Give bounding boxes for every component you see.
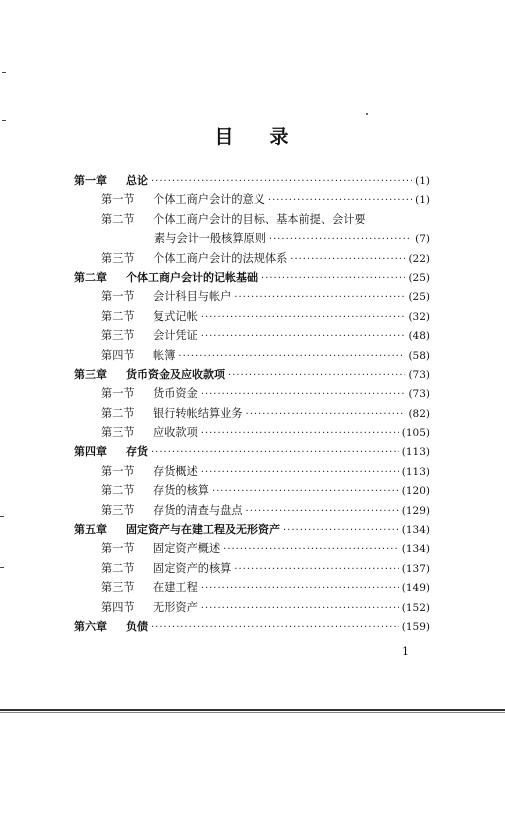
- toc-chapter-row: [74, 269, 430, 288]
- toc-entry-number: 第四章: [74, 445, 107, 459]
- toc-section-row: [74, 540, 430, 559]
- toc-entry-number: 第二节: [101, 406, 135, 420]
- toc-section-row: [74, 385, 430, 404]
- toc-entry-title: 货币资金: [153, 387, 198, 401]
- toc-entry-number: 第三节: [101, 329, 135, 343]
- toc-entry-number: 第五章: [74, 523, 107, 537]
- toc-leader-dots: [269, 234, 412, 245]
- toc-section-row: [74, 308, 430, 327]
- toc-section-row: [74, 579, 430, 598]
- toc-entry-title: 复式记帐: [153, 309, 198, 323]
- toc-entry-number: 第二节: [101, 561, 135, 575]
- toc-page-ref: (1): [415, 175, 430, 187]
- toc-chapter-row: [74, 618, 430, 637]
- toc-entry-title: 存货: [126, 445, 148, 459]
- toc-leader-dots: [201, 467, 399, 478]
- toc-section-row: [74, 560, 430, 579]
- toc-leader-dots: [201, 312, 406, 323]
- toc-entry-title: 无形资产: [153, 600, 198, 614]
- title-char-1: 目: [214, 126, 236, 148]
- toc-section-row: [74, 424, 430, 443]
- toc-leader-dots: [223, 544, 399, 555]
- toc-leader-dots: [201, 583, 399, 594]
- toc-leader-dots: [151, 447, 399, 458]
- toc-entry-number: 第六章: [74, 619, 107, 633]
- toc-section-row: [74, 463, 430, 482]
- toc-entry-title: 会计凭证: [153, 329, 198, 343]
- toc-leader-dots: [212, 486, 399, 497]
- toc-entry-number: 第一节: [101, 193, 135, 207]
- toc-page-ref: (137): [401, 562, 430, 575]
- toc-section-row: [74, 230, 430, 249]
- page-number: 1: [402, 645, 409, 658]
- toc-chapter-row: [74, 366, 430, 385]
- toc-entry-number: 第二节: [101, 484, 135, 498]
- toc-page-ref: (48): [408, 330, 430, 343]
- toc-entry-title: 货币资金及应收款项: [126, 367, 225, 381]
- toc-leader-dots: [283, 525, 399, 536]
- toc-section-row: [74, 250, 430, 269]
- toc-section-row: [74, 347, 430, 366]
- toc-page-ref: (149): [401, 582, 430, 595]
- toc-entry-title: 存货的核算: [153, 484, 209, 498]
- toc-page-ref: (129): [401, 504, 430, 517]
- toc-page-ref: (134): [401, 524, 430, 537]
- toc-entry-number: 第一节: [101, 387, 135, 401]
- toc-leader-dots: [201, 603, 399, 614]
- toc-leader-dots: [246, 506, 399, 517]
- toc-entry-title: 负债: [126, 619, 148, 633]
- toc-page-ref: (73): [408, 388, 430, 401]
- toc-chapter-row: [74, 172, 430, 191]
- toc-entry-title: 个体工商户会计的意义: [153, 193, 265, 207]
- toc-page-ref: (105): [401, 427, 430, 440]
- toc-entry-number: 第二节: [101, 212, 135, 226]
- toc-page-ref: (25): [408, 291, 430, 304]
- bottom-rule: [0, 709, 505, 711]
- toc-section-row: [74, 482, 430, 501]
- toc-leader-dots: [151, 622, 399, 633]
- toc-leader-dots: [201, 428, 399, 439]
- toc-section-row: [74, 405, 430, 424]
- toc-leader-dots: [268, 195, 412, 206]
- toc-section-row: [74, 288, 430, 307]
- toc-entry-number: 第二章: [74, 270, 107, 284]
- toc-entry-title: 应收款项: [153, 426, 198, 440]
- toc-page-ref: (134): [401, 543, 430, 556]
- toc-entry-number: 第一节: [101, 542, 135, 556]
- toc-entry-number: 第三节: [101, 251, 135, 265]
- toc-entry-title: 素与会计一般核算原则: [154, 232, 266, 246]
- toc-page-ref: (159): [401, 620, 430, 633]
- toc-entry-number: 第四节: [101, 348, 135, 362]
- title-char-2: 录: [269, 126, 291, 148]
- toc-page-ref: (113): [401, 465, 430, 478]
- scan-mark: [0, 567, 4, 568]
- toc-leader-dots: [246, 409, 406, 420]
- scan-speck: [366, 113, 368, 115]
- toc-leader-dots: [290, 254, 405, 265]
- toc-entry-title: 银行转帐结算业务: [153, 406, 243, 420]
- toc-leader-dots: [201, 389, 406, 400]
- toc-page-ref: (120): [401, 485, 430, 498]
- table-of-contents: [74, 172, 430, 637]
- toc-entry-title: 总论: [126, 174, 148, 187]
- toc-section-row: [74, 327, 430, 346]
- toc-entry-title: 会计科目与帐户: [153, 290, 232, 304]
- toc-page-ref: (113): [401, 446, 430, 459]
- toc-section-row: [74, 211, 430, 230]
- toc-page-ref: (152): [401, 601, 430, 614]
- toc-section-row: [74, 599, 430, 618]
- scan-mark: [0, 516, 4, 517]
- toc-page-ref: (1): [415, 194, 430, 207]
- page-title: [0, 122, 505, 149]
- toc-page-ref: (22): [408, 252, 430, 265]
- toc-chapter-row: [74, 521, 430, 540]
- toc-leader-dots: [234, 564, 398, 575]
- toc-leader-dots: [261, 273, 405, 284]
- toc-entry-title: 固定资产的核算: [153, 561, 232, 575]
- toc-entry-title: 个体工商户会计的目标、基本前提、会计要: [153, 212, 366, 226]
- toc-page-ref: (82): [408, 407, 430, 420]
- toc-entry-title: 固定资产与在建工程及无形资产: [126, 523, 280, 537]
- toc-entry-title: 帐簿: [153, 348, 176, 362]
- toc-entry-number: 第三节: [101, 426, 135, 440]
- toc-page-ref: (58): [408, 349, 430, 362]
- toc-entry-title: 个体工商户会计的法规体系: [153, 251, 288, 265]
- toc-page-ref: (32): [408, 310, 430, 323]
- toc-leader-dots: [234, 292, 405, 303]
- toc-leader-dots: [228, 370, 405, 381]
- toc-entry-title: 在建工程: [153, 581, 198, 595]
- toc-entry-title: 存货的清查与盘点: [153, 503, 243, 517]
- toc-entry-title: 存货概述: [153, 464, 198, 478]
- toc-entry-number: 第三章: [74, 367, 107, 381]
- toc-leader-dots: [178, 351, 405, 362]
- toc-entry-title: 固定资产概述: [153, 542, 221, 556]
- toc-leader-dots: [201, 331, 406, 342]
- scan-mark: [2, 72, 6, 73]
- toc-section-row: [74, 191, 430, 210]
- toc-entry-number: 第二节: [101, 309, 135, 323]
- toc-entry-title: 个体工商户会计的记帐基础: [126, 270, 258, 284]
- toc-page-ref: (25): [408, 271, 430, 284]
- toc-entry-number: 第三节: [101, 581, 135, 595]
- toc-entry-number: 第三节: [101, 503, 135, 517]
- toc-entry-number: 第一章: [74, 174, 107, 187]
- toc-entry-number: 第四节: [101, 600, 135, 614]
- toc-entry-number: 第一节: [101, 464, 135, 478]
- toc-page-ref: (73): [408, 368, 430, 381]
- toc-chapter-row: [74, 443, 430, 462]
- toc-entry-number: 第一节: [101, 290, 135, 304]
- toc-leader-dots: [151, 176, 412, 187]
- toc-section-row: [74, 502, 430, 521]
- bottom-rule-shadow: [0, 712, 505, 713]
- scan-mark: [2, 120, 6, 121]
- toc-page-ref: (7): [415, 233, 430, 246]
